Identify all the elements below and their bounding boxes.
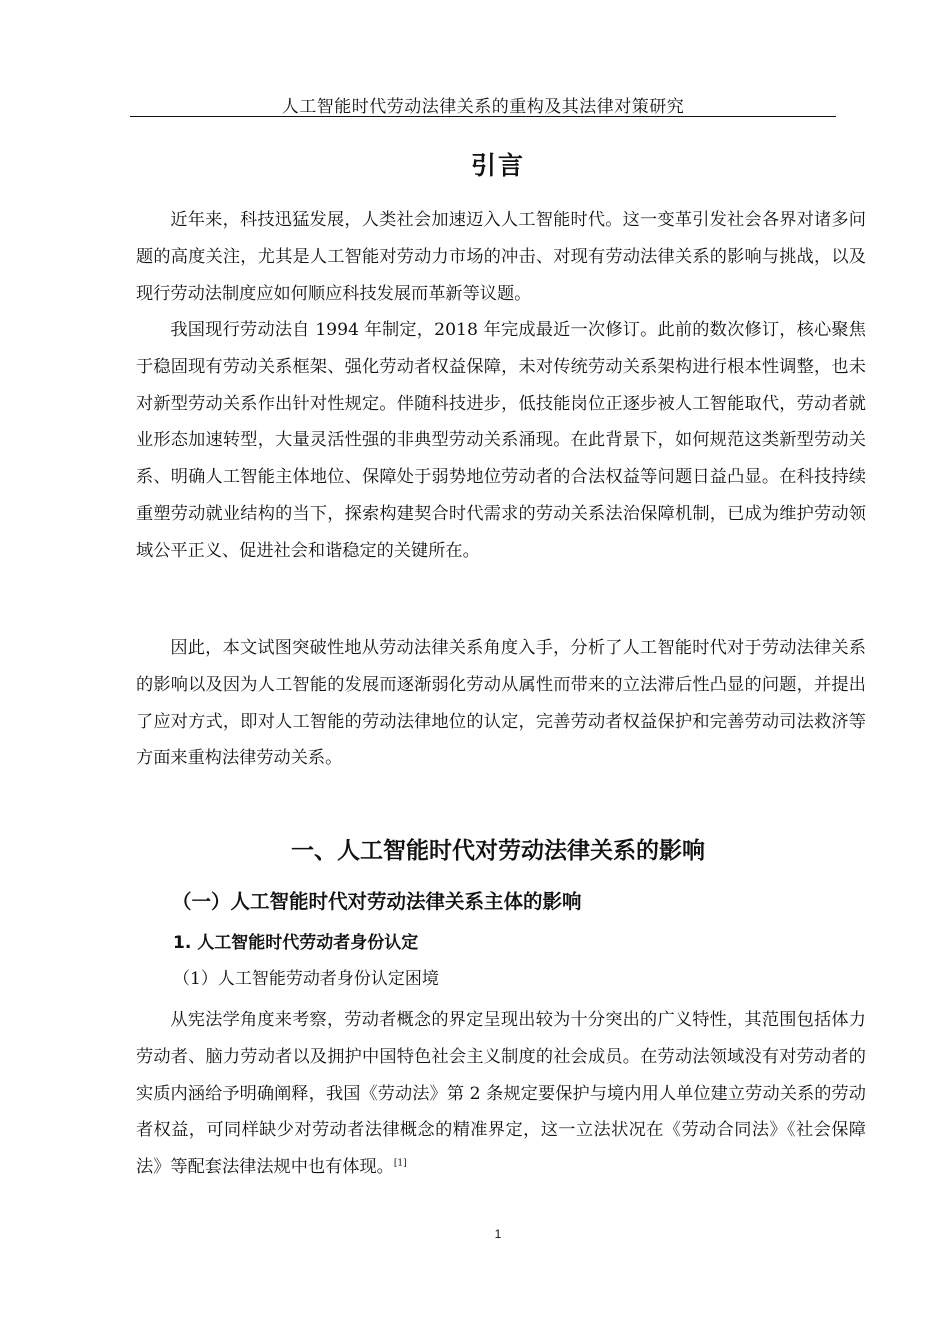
section-heading: 一、人工智能时代对劳动法律关系的影响 [291, 838, 705, 864]
intro-title: 引言 [470, 151, 525, 180]
item-heading: （1）人工智能劳动者身份认定困境 [173, 969, 439, 989]
header-rule [130, 116, 836, 117]
intro-paragraph-1: 近年来，科技迅猛发展，人类社会加速迈入人工智能时代。这一变革引发社会各界对诸多问题的高度关注，尤其是人工智能对劳动力市场的冲击、对现有劳动法律关系的影响与挑战，以及现行劳动法制度应如何顺应科技发展而革新等议题。 [136, 210, 866, 304]
body-paragraph-text: 从宪法学角度来考察，劳动者概念的界定呈现出较为十分突出的广义特性，其范围包括体力劳动者、脑力劳动者以及拥护中国特色社会主义制度的社会成员。在劳动法领域没有对劳动者的实质内涵给予明确阐释，我国《劳动法》第 2 条规定要保护与境内用人单位建立劳动关系的劳动者权益，可同样缺少对劳动者法律概念的精准界定，这一立法状况在《劳动合同法》《社会保障法》等配套法律法规中也有体现。 [136, 1010, 866, 1178]
subsection-heading: （一）人工智能时代对劳动法律关系主体的影响 [172, 890, 582, 913]
page-number: 1 [494, 1227, 502, 1241]
subsubsection-heading: 1. 人工智能时代劳动者身份认定 [173, 933, 419, 953]
intro-paragraph-3: 因此，本文试图突破性地从劳动法律关系角度入手，分析了人工智能时代对于劳动法律关系的影响以及因为人工智能的发展而逐渐弱化劳动从属性而带来的立法滞后性凸显的问题，并提出了应对方式，即对人工智能的劳动法律地位的认定，完善劳动者权益保护和完善劳动司法救济等方面来重构法律劳动关系。 [136, 638, 866, 769]
intro-paragraph-2: 我国现行劳动法自 1994 年制定，2018 年完成最近一次修订。此前的数次修订，核心聚焦于稳固现有劳动关系框架、强化劳动者权益保障，未对传统劳动关系架构进行根本性调整，也未对新型劳动关系作出针对性规定。伴随科技进步，低技能岗位正逐步被人工智能取代，劳动者就业形态加速转型，大量灵活性强的非典型劳动关系涌现。在此背景下，如何规范这类新型劳动关系、明确人工智能主体地位、保障处于弱势地位劳动者的合法权益等问题日益凸显。在科技持续重塑劳动就业结构的当下，探索构建契合时代需求的劳动关系法治保障机制，已成为维护劳动领域公平正义、促进社会和谐稳定的关键所在。 [136, 320, 866, 561]
body-paragraph [136, 1002, 866, 1186]
running-header: 人工智能时代劳动法律关系的重构及其法律对策研究 [281, 97, 685, 117]
citation-marker[interactable]: [1] [393, 1158, 407, 1169]
